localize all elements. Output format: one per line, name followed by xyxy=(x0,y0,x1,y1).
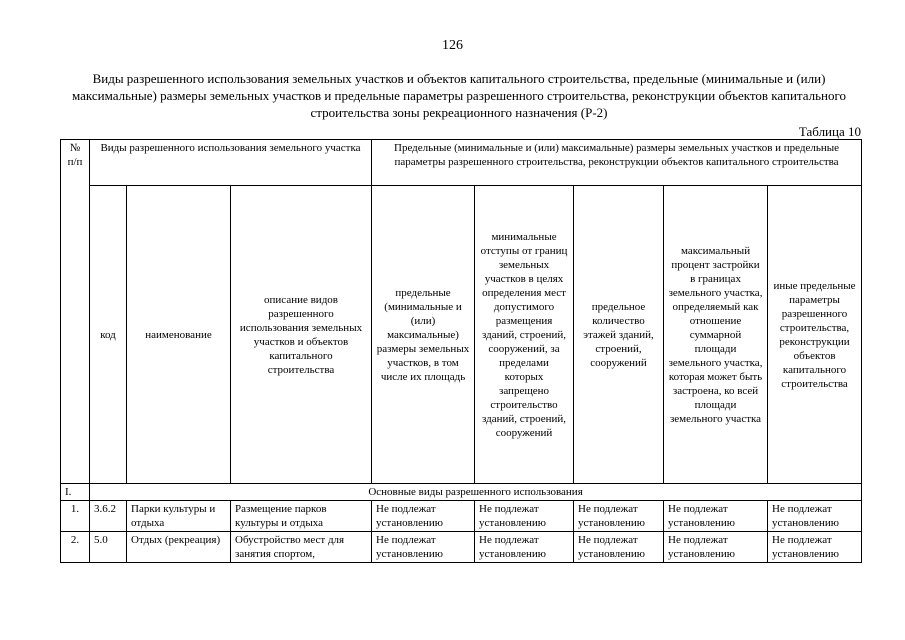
header-row-groups xyxy=(61,140,862,186)
page-number: 126 xyxy=(442,38,463,53)
header-num: № п/п xyxy=(61,140,90,484)
section-num: I. xyxy=(61,484,90,501)
header-plot-size: предельные (минимальные и (или) максимальные) размеры земельных участков, в том числе их площадь xyxy=(372,186,475,484)
row-setbacks: Не подлежат установлению xyxy=(475,532,574,563)
header-group-types: Виды разрешенного использования земельного участка xyxy=(90,140,372,186)
section-title: Основные виды разрешенного использования xyxy=(90,484,862,501)
header-coverage: максимальный процент застройки в границах земельного участка, определяемый как отношение суммарной площади земельного участка, которая может быть застроена, ко всей площади земельного участка xyxy=(664,186,768,484)
row-setbacks: Не подлежат установлению xyxy=(475,501,574,532)
row-code: 3.6.2 xyxy=(90,501,127,532)
table-row xyxy=(61,532,862,563)
row-num: 2. xyxy=(61,532,90,563)
row-name: Парки культуры и отдыха xyxy=(127,501,231,532)
row-floors: Не подлежат установлению xyxy=(574,501,664,532)
row-plot-size: Не подлежат установлению xyxy=(372,501,475,532)
header-floors: предельное количество этажей зданий, строений, сооружений xyxy=(574,186,664,484)
header-row-columns xyxy=(61,186,862,484)
section-row xyxy=(61,484,862,501)
row-floors: Не подлежат установлению xyxy=(574,532,664,563)
header-name: наименование xyxy=(127,186,231,484)
row-other: Не подлежат установлению xyxy=(768,501,862,532)
row-description: Обустройство мест для занятия спортом, xyxy=(231,532,372,563)
table-row xyxy=(61,501,862,532)
row-coverage: Не подлежат установлению xyxy=(664,501,768,532)
table-label: Таблица 10 xyxy=(798,124,861,139)
row-plot-size: Не подлежат установлению xyxy=(372,532,475,563)
row-code: 5.0 xyxy=(90,532,127,563)
row-name: Отдых (рекреация) xyxy=(127,532,231,563)
row-coverage: Не подлежат установлению xyxy=(664,532,768,563)
header-code: код xyxy=(90,186,127,484)
header-group-limits: Предельные (минимальные и (или) максимальные) размеры земельных участков и предельные параметры разрешенного строительства, реконструкции объектов капитального строительства xyxy=(372,140,862,186)
header-description: описание видов разрешенного использования земельных участков и объектов капитального строительства xyxy=(231,186,372,484)
row-other: Не подлежат установлению xyxy=(768,532,862,563)
row-description: Размещение парков культуры и отдыха xyxy=(231,501,372,532)
header-setbacks: минимальные отступы от границ земельных участков в целях определения мест допустимого размещения зданий, строений, сооружений, за пределами которых запрещено строительство зданий, строений, сооружений xyxy=(475,186,574,484)
row-num: 1. xyxy=(61,501,90,532)
document-title: Виды разрешенного использования земельных участков и объектов капитального строительства, предельные (минимальные и (или) максимальные) размеры земельных участков и предельные параметры разрешенного строительства, реконструкции объектов капитального строительства зоны рекреационного назначения (Р-2) xyxy=(71,71,847,120)
header-other: иные предельные параметры разрешенного строительства, реконструкции объектов капитального строительства xyxy=(768,186,862,484)
regulations-table xyxy=(60,139,862,563)
